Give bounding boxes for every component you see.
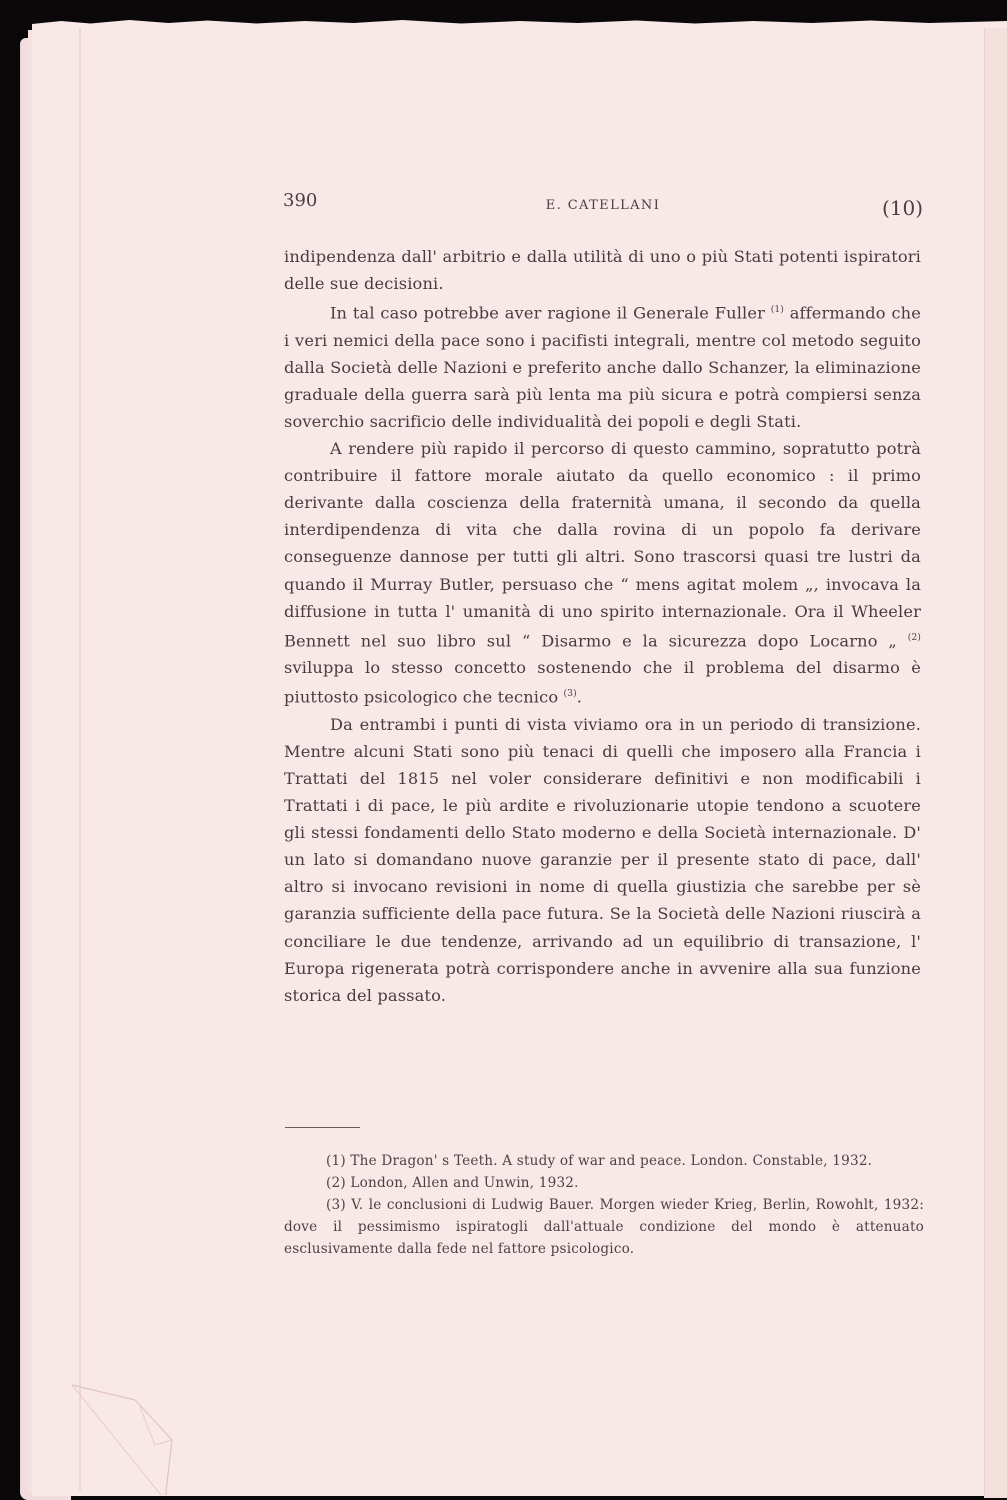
footnote-ref-1: (1)	[770, 305, 784, 316]
footnote-2	[284, 1172, 924, 1194]
page-number: 390	[283, 190, 318, 211]
paragraph-2-text-b: affermando che i veri nemici della pace sono i pacifisti integrali, mentre col metodo seguito dalla Società delle Nazioni e preferito anche dallo Schanzer, la eliminazione graduale della guerra sarà più lenta ma più sicura e potrà compiersi senza soverchio sacrificio delle individualità dei popoli e degli Stati.	[284, 303, 921, 431]
body-text	[284, 243, 921, 1009]
footnote-ref-2: (2)	[907, 632, 921, 643]
running-head-author: E. CATELLANI	[545, 198, 661, 213]
footnote-1	[284, 1150, 924, 1172]
footnotes	[284, 1150, 924, 1260]
footnote-marker: (3)	[326, 1197, 346, 1213]
paragraph-3-text-a: A rendere più rapido il percorso di questo cammino, sopratutto potrà contribuire il fattore morale aiutato da quello economico : il primo derivante dalla coscienza della fraternità umana, il secondo da quella interdipendenza di vita che dalla rovina di un popolo fa derivare conseguenze dannose per tutti gli altri. Sono trascorsi quasi tre lustri da quando il Murray Butler, persuaso che “ mens agitat molem „, invocava la diffusione in tutta l' umanità di uno spirito internazionale. Ora il Wheeler Bennett nel suo libro sul “ Disarmo e la sicurezza dopo Locarno „	[284, 439, 921, 651]
dog-ear-corner-icon	[60, 1365, 190, 1495]
footnote-ref-3: (3)	[563, 689, 577, 700]
paragraph-3-text-c: .	[576, 687, 583, 707]
paragraph-4: Da entrambi i punti di vista viviamo ora in un periodo di transizione. Mentre alcuni Stati sono più tenaci di quelli che imposero alla Francia i Trattati del 1815 nel voler considerare definitivi e non modificabili i Trattati i di pace, le più ardite e rivoluzionarie utopie tendono a scuotere gli stessi fondamenti dello Stato moderno e della Società internazionale. D' un lato si domandano nuove garanzie per il presente stato di pace, dall' altro si invocano revisioni in nome di quella giustizia che sarebbe per sè garanzia sufficiente della pace futura. Se la Società delle Nazioni riuscirà a conciliare le due tendenze, arrivando ad un equilibrio di transazione, l' Europa rigenerata potrà corrispondere anche in avvenire alla sua funzione storica del passato.	[284, 714, 921, 1005]
page-header	[283, 186, 923, 226]
paragraph-2	[284, 297, 921, 435]
section-number: (10)	[881, 196, 923, 220]
footnote-3	[284, 1194, 924, 1260]
footnote-divider	[285, 1127, 360, 1128]
paragraph-3-text-b: sviluppa lo stesso concetto sostenendo che il problema del disarmo è piuttosto psicologico che tecnico	[284, 658, 921, 707]
footnote-text: The Dragon' s Teeth. A study of war and peace. London. Constable, 1932.	[350, 1153, 873, 1169]
paragraph-1: indipendenza dall' arbitrio e dalla utilità di uno o più Stati potenti ispiratori delle sue decisioni.	[284, 247, 921, 294]
paragraph-3	[284, 435, 921, 711]
footnote-text: London, Allen and Unwin, 1932.	[350, 1175, 579, 1191]
right-page-edge	[984, 28, 1007, 1498]
footnote-text: V. le conclusioni di Ludwig Bauer. Morgen wieder Krieg, Berlin, Rowohlt, 1932: dove il pessimismo ispiratogli dall'attuale condizione del mondo è attenuato esclusivamente dalla fede nel fattore psicologico.	[284, 1197, 924, 1257]
page-fold-line	[79, 28, 81, 1490]
footnote-marker: (1)	[326, 1153, 346, 1169]
paragraph-2-text-a: In tal caso potrebbe aver ragione il Generale Fuller	[330, 303, 771, 323]
footnote-marker: (2)	[326, 1175, 346, 1191]
